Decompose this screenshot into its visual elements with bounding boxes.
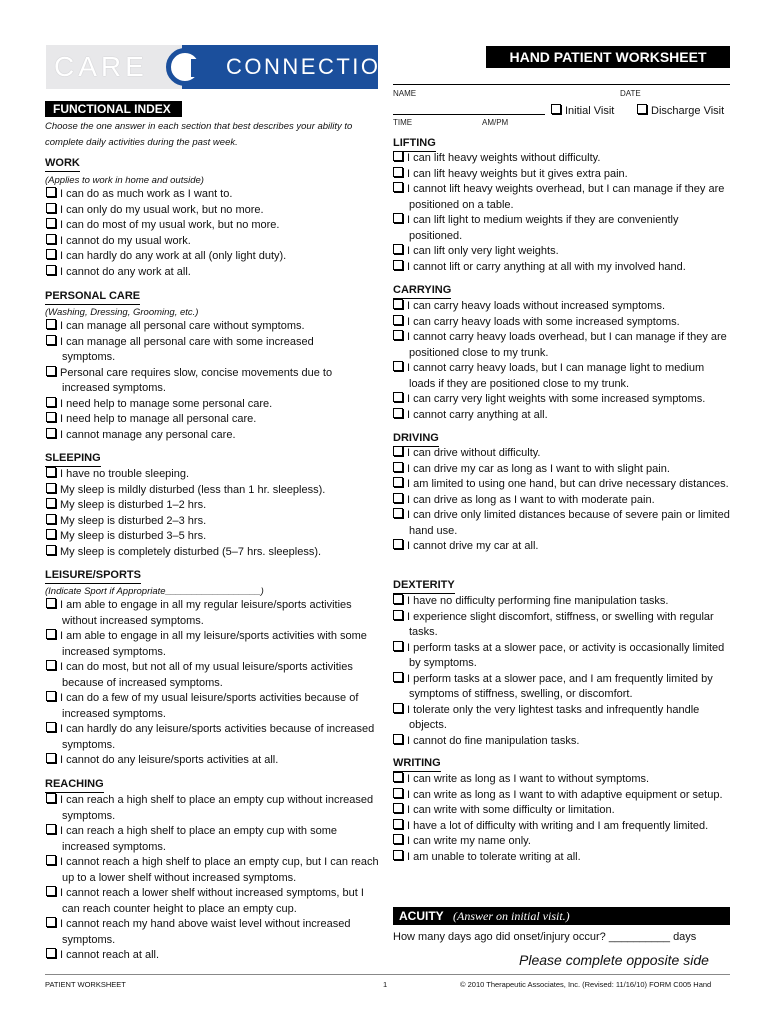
writing-option[interactable]: I am unable to tolerate writing at all.	[393, 850, 730, 866]
discharge-visit-label: Discharge Visit	[651, 105, 725, 117]
checkbox-icon[interactable]	[46, 187, 56, 197]
carrying-option[interactable]: I cannot carry anything at all.	[393, 408, 730, 424]
checkbox-icon[interactable]	[393, 788, 403, 798]
checkbox-icon[interactable]	[393, 477, 403, 487]
dexterity-option[interactable]: I perform tasks at a slower pace, or activity is occasionally limited by symptoms.	[393, 641, 730, 672]
checkbox-icon[interactable]	[393, 299, 403, 309]
reaching-options	[46, 793, 382, 964]
work-option[interactable]: I can hardly do any work at all (only light duty).	[46, 249, 376, 265]
work-note: (Applies to work in home and outside)	[45, 175, 204, 186]
personal-care-option[interactable]: I need help to manage some personal care.	[46, 397, 366, 413]
acuity-title: ACUITY	[399, 909, 444, 923]
checkbox-icon[interactable]	[393, 508, 403, 518]
checkbox-icon[interactable]	[46, 234, 56, 244]
dexterity-option[interactable]: I perform tasks at a slower pace, and I am frequently limited by symptoms of stiffness, swelling, or discomfort.	[393, 672, 730, 703]
checkbox-icon[interactable]	[393, 803, 403, 813]
leisure-option[interactable]: I am able to engage in all my regular leisure/sports activities without increased symptoms.	[46, 598, 382, 629]
personal-care-option[interactable]: I can manage all personal care with some increased symptoms.	[46, 335, 366, 366]
leisure-title: LEISURE/SPORTS	[45, 569, 141, 584]
sleeping-option[interactable]: My sleep is mildly disturbed (less than 1 hr. sleepless).	[46, 483, 376, 499]
reaching-option[interactable]: I cannot reach at all.	[46, 948, 382, 964]
footer-copyright: © 2010 Therapeutic Associates, Inc. (Revised: 11/16/10) FORM C005 Hand	[460, 980, 712, 989]
reaching-option[interactable]: I cannot reach a high shelf to place an empty cup, but I can reach up to a lower shelf without increased symptoms.	[46, 855, 382, 886]
checkbox-icon[interactable]	[393, 361, 403, 371]
dexterity-option[interactable]: I experience slight discomfort, stiffness, or swelling with regular tasks.	[393, 610, 730, 641]
driving-option[interactable]: I cannot drive my car at all.	[393, 539, 730, 555]
checkbox-icon[interactable]	[46, 397, 56, 407]
writing-option[interactable]: I can write with some difficulty or limitation.	[393, 803, 730, 819]
logo-c-mark-icon	[166, 48, 204, 86]
personal-care-option[interactable]: I need help to manage all personal care.	[46, 412, 366, 428]
footer-divider	[45, 974, 730, 975]
leisure-note: (Indicate Sport if Appropriate__________________)	[45, 586, 264, 597]
writing-option[interactable]: I can write my name only.	[393, 834, 730, 850]
checkbox-icon[interactable]	[393, 213, 403, 223]
checkbox-icon[interactable]	[46, 218, 56, 228]
lifting-options	[393, 151, 730, 275]
checkbox-icon[interactable]	[46, 483, 56, 493]
checkbox-icon[interactable]	[393, 734, 403, 744]
checkbox-icon[interactable]	[46, 660, 56, 670]
carrying-option[interactable]: I cannot carry heavy loads, but I can manage light to medium loads if they are positioned close to my trunk.	[393, 361, 730, 392]
name-line[interactable]	[393, 84, 730, 85]
checkbox-icon[interactable]	[393, 641, 403, 651]
checkbox-icon[interactable]	[46, 886, 56, 896]
leisure-option[interactable]: I can do a few of my usual leisure/sports activities because of increased symptoms.	[46, 691, 382, 722]
checkbox-icon[interactable]	[46, 335, 56, 345]
logo-care-text: CARE	[46, 45, 182, 89]
instructions: Choose the one answer in each section that best describes your ability to complete daily activities during the past week.	[45, 121, 353, 148]
time-line[interactable]	[393, 114, 545, 115]
driving-option[interactable]: I can drive without difficulty.	[393, 446, 730, 462]
acuity-header	[393, 907, 730, 925]
reaching-option[interactable]: I cannot reach a lower shelf without increased symptoms, but I can reach counter height to place an empty cup.	[46, 886, 382, 917]
writing-option[interactable]: I can write as long as I want to without symptoms.	[393, 772, 730, 788]
reaching-option[interactable]: I can reach a high shelf to place an empty cup with some increased symptoms.	[46, 824, 382, 855]
checkbox-icon[interactable]	[393, 772, 403, 782]
lifting-option[interactable]: I cannot lift heavy weights overhead, but I can manage if they are positioned on a table.	[393, 182, 730, 213]
initial-visit-option[interactable]	[551, 104, 614, 117]
checkbox-icon[interactable]	[393, 462, 403, 472]
checkbox-icon[interactable]	[46, 722, 56, 732]
driving-title: DRIVING	[393, 432, 439, 447]
leisure-options	[46, 598, 382, 769]
carrying-option[interactable]: I cannot carry heavy loads overhead, but I can manage if they are positioned close to my trunk.	[393, 330, 730, 361]
checkbox-icon[interactable]	[393, 703, 403, 713]
lifting-option[interactable]: I can lift light to medium weights if they are conveniently positioned.	[393, 213, 730, 244]
checkbox-icon[interactable]	[46, 498, 56, 508]
reaching-title: REACHING	[45, 778, 104, 793]
checkbox-icon[interactable]	[46, 428, 56, 438]
checkbox-icon[interactable]	[393, 182, 403, 192]
checkbox-icon[interactable]	[393, 392, 403, 402]
sleeping-title: SLEEPING	[45, 452, 101, 467]
driving-option[interactable]: I am limited to using one hand, but can drive necessary distances.	[393, 477, 730, 493]
personal-care-option[interactable]: I can manage all personal care without symptoms.	[46, 319, 366, 335]
work-options	[46, 187, 376, 280]
dexterity-option[interactable]: I tolerate only the very lightest tasks and infrequently handle objects.	[393, 703, 730, 734]
sleeping-options	[46, 467, 376, 560]
checkbox-icon[interactable]	[46, 249, 56, 259]
writing-option[interactable]: I have a lot of difficulty with writing and I am frequently limited.	[393, 819, 730, 835]
checkbox-icon[interactable]	[393, 672, 403, 682]
checkbox-icon[interactable]	[393, 819, 403, 829]
acuity-question[interactable]: How many days ago did onset/injury occur? __________ days	[393, 931, 697, 943]
driving-option[interactable]: I can drive as long as I want to with moderate pain.	[393, 493, 730, 509]
acuity-subtitle: (Answer on initial visit.)	[453, 909, 570, 923]
checkbox-icon[interactable]	[551, 104, 561, 114]
leisure-option[interactable]: I am able to engage in all my leisure/sports activities with some increased symptoms.	[46, 629, 382, 660]
checkbox-icon[interactable]	[393, 151, 403, 161]
name-label: NAME	[393, 89, 417, 98]
work-option[interactable]: I cannot do any work at all.	[46, 265, 376, 281]
work-option[interactable]: I cannot do my usual work.	[46, 234, 376, 250]
checkbox-icon[interactable]	[393, 446, 403, 456]
sleeping-option[interactable]: I have no trouble sleeping.	[46, 467, 376, 483]
carrying-option[interactable]: I can carry very light weights with some increased symptoms.	[393, 392, 730, 408]
work-option[interactable]: I can do most of my usual work, but no more.	[46, 218, 376, 234]
checkbox-icon[interactable]	[46, 514, 56, 524]
checkbox-icon[interactable]	[46, 629, 56, 639]
checkbox-icon[interactable]	[393, 408, 403, 418]
leisure-option[interactable]: I cannot do any leisure/sports activities at all.	[46, 753, 382, 769]
checkbox-icon[interactable]	[393, 539, 403, 549]
carrying-option[interactable]: I can carry heavy loads without increased symptoms.	[393, 299, 730, 315]
checkbox-icon[interactable]	[46, 691, 56, 701]
leisure-option[interactable]: I can do most, but not all of my usual leisure/sports activities because of increased symptoms.	[46, 660, 382, 691]
checkbox-icon[interactable]	[46, 948, 56, 958]
checkbox-icon[interactable]	[46, 412, 56, 422]
checkbox-icon[interactable]	[393, 834, 403, 844]
carrying-options	[393, 299, 730, 423]
carrying-title: CARRYING	[393, 284, 451, 299]
checkbox-icon[interactable]	[46, 265, 56, 275]
reaching-option[interactable]: I can reach a high shelf to place an empty cup without increased symptoms.	[46, 793, 382, 824]
checkbox-icon[interactable]	[393, 493, 403, 503]
work-title: WORK	[45, 157, 80, 172]
checkbox-icon[interactable]	[393, 850, 403, 860]
checkbox-icon[interactable]	[393, 610, 403, 620]
lifting-title: LIFTING	[393, 137, 436, 152]
checkbox-icon[interactable]	[393, 244, 403, 254]
dexterity-option[interactable]: I cannot do fine manipulation tasks.	[393, 734, 730, 750]
functional-index-header: FUNCTIONAL INDEX	[45, 101, 182, 117]
date-label: DATE	[620, 89, 641, 98]
discharge-visit-option[interactable]	[637, 104, 724, 117]
worksheet-title: HAND PATIENT WORKSHEET	[486, 46, 730, 68]
lifting-option[interactable]: I can lift heavy weights but it gives extra pain.	[393, 167, 730, 183]
writing-option[interactable]: I can write as long as I want to with adaptive equipment or setup.	[393, 788, 730, 804]
checkbox-icon[interactable]	[46, 467, 56, 477]
carrying-option[interactable]: I can carry heavy loads with some increased symptoms.	[393, 315, 730, 331]
personal-care-options	[46, 319, 366, 443]
checkbox-icon[interactable]	[637, 104, 647, 114]
leisure-option[interactable]: I can hardly do any leisure/sports activities because of increased symptoms.	[46, 722, 382, 753]
personal-care-option[interactable]: I cannot manage any personal care.	[46, 428, 366, 444]
writing-options	[393, 772, 730, 865]
checkbox-icon[interactable]	[46, 917, 56, 927]
checkbox-icon[interactable]	[46, 598, 56, 608]
footer-page-number: 1	[383, 980, 388, 989]
checkbox-icon[interactable]	[46, 203, 56, 213]
dexterity-title: DEXTERITY	[393, 579, 455, 594]
ampm-label: AM/PM	[482, 118, 509, 127]
checkbox-icon[interactable]	[393, 315, 403, 325]
sleeping-option[interactable]: My sleep is disturbed 2–3 hrs.	[46, 514, 376, 530]
driving-options	[393, 446, 730, 555]
checkbox-icon[interactable]	[46, 793, 56, 803]
dexterity-option[interactable]: I have no difficulty performing fine manipulation tasks.	[393, 594, 730, 610]
checkbox-icon[interactable]	[46, 545, 56, 555]
checkbox-icon[interactable]	[46, 824, 56, 834]
personal-care-title: PERSONAL CARE	[45, 290, 140, 305]
checkbox-icon[interactable]	[46, 753, 56, 763]
logo-connections-text: CONNECTIONS	[182, 45, 378, 89]
complete-opposite-note: Please complete opposite side	[519, 952, 709, 968]
checkbox-icon[interactable]	[393, 167, 403, 177]
dexterity-options	[393, 594, 730, 749]
driving-option[interactable]: I can drive my car as long as I want to with slight pain.	[393, 462, 730, 478]
initial-visit-label: Initial Visit	[565, 105, 615, 117]
work-option[interactable]: I can do as much work as I want to.	[46, 187, 376, 203]
lifting-option[interactable]: I can lift only very light weights.	[393, 244, 730, 260]
reaching-option[interactable]: I cannot reach my hand above waist level without increased symptoms.	[46, 917, 382, 948]
writing-title: WRITING	[393, 757, 441, 772]
care-connections-logo	[46, 45, 417, 89]
checkbox-icon[interactable]	[393, 330, 403, 340]
checkbox-icon[interactable]	[46, 319, 56, 329]
sleeping-option[interactable]: My sleep is disturbed 1–2 hrs.	[46, 498, 376, 514]
personal-care-option[interactable]: Personal care requires slow, concise movements due to increased symptoms.	[46, 366, 366, 397]
checkbox-icon[interactable]	[46, 855, 56, 865]
time-label: TIME	[393, 118, 413, 127]
lifting-option[interactable]: I cannot lift or carry anything at all with my involved hand.	[393, 260, 730, 276]
work-option[interactable]: I can only do my usual work, but no more.	[46, 203, 376, 219]
sleeping-option[interactable]: My sleep is completely disturbed (5–7 hrs. sleepless).	[46, 545, 376, 561]
checkbox-icon[interactable]	[393, 594, 403, 604]
checkbox-icon[interactable]	[46, 366, 56, 376]
footer-left: PATIENT WORKSHEET	[45, 980, 126, 989]
lifting-option[interactable]: I can lift heavy weights without difficulty.	[393, 151, 730, 167]
checkbox-icon[interactable]	[393, 260, 403, 270]
personal-care-note: (Washing, Dressing, Grooming, etc.)	[45, 307, 199, 318]
sleeping-option[interactable]: My sleep is disturbed 3–5 hrs.	[46, 529, 376, 545]
checkbox-icon[interactable]	[46, 529, 56, 539]
driving-option[interactable]: I can drive only limited distances because of severe pain or limited hand use.	[393, 508, 730, 539]
